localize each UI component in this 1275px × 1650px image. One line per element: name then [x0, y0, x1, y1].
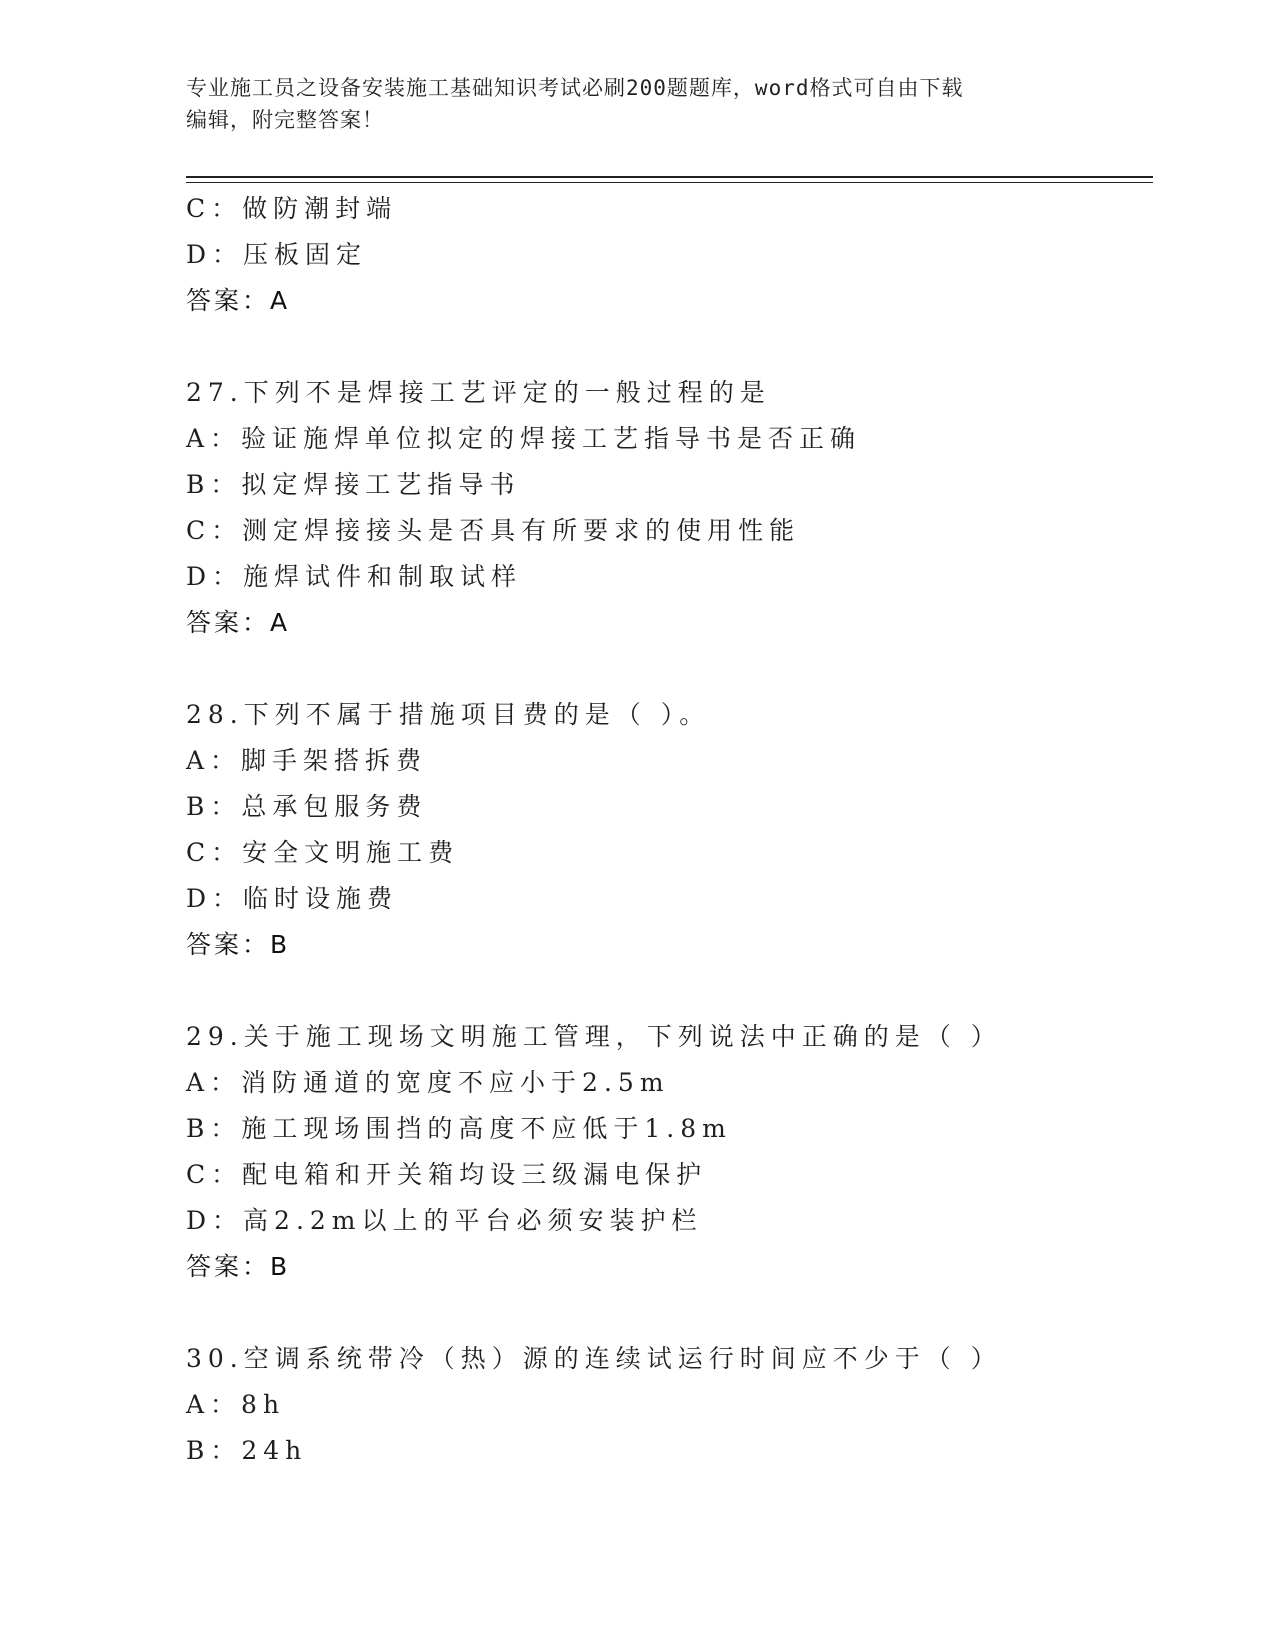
question-stem: 27.下列不是焊接工艺评定的一般过程的是 — [186, 378, 771, 407]
header-line-1: 专业施工员之设备安装施工基础知识考试必刷200题题库，word格式可自由下载 — [186, 76, 964, 100]
question-30 — [186, 1336, 1146, 1474]
option-a: A：消防通道的宽度不应小于2.5m — [186, 1068, 670, 1097]
option-c: C：配电箱和开关箱均设三级漏电保护 — [186, 1160, 708, 1189]
question-27 — [186, 370, 1146, 646]
spacer — [186, 1290, 1146, 1336]
question-stem: 28.下列不属于措施项目费的是（ ）。 — [186, 700, 711, 729]
answer-line: 答案：B — [186, 930, 291, 959]
header-divider-thick — [186, 176, 1153, 178]
option-c: C：做防潮封端 — [186, 194, 398, 223]
option-d: D：施焊试件和制取试样 — [186, 562, 523, 591]
option-d: D：压板固定 — [186, 240, 368, 269]
option-b: B：施工现场围挡的高度不应低于1.8m — [186, 1114, 732, 1143]
option-c: C：测定焊接接头是否具有所要求的使用性能 — [186, 516, 801, 545]
document-header — [186, 72, 1066, 136]
option-b: B：24h — [186, 1436, 308, 1465]
option-a: A：8h — [186, 1390, 286, 1419]
answer-line: 答案：A — [186, 286, 291, 315]
question-stem: 29.关于施工现场文明施工管理，下列说法中正确的是（ ） — [186, 1022, 1002, 1051]
question-26-continuation — [186, 186, 1146, 324]
spacer — [186, 646, 1146, 692]
option-b: B：拟定焊接工艺指导书 — [186, 470, 521, 499]
question-28 — [186, 692, 1146, 968]
option-b: B：总承包服务费 — [186, 792, 428, 821]
answer-line: 答案：B — [186, 1252, 291, 1281]
header-divider-thin — [186, 182, 1153, 183]
option-d: D：临时设施费 — [186, 884, 399, 913]
question-29 — [186, 1014, 1146, 1290]
question-stem: 30.空调系统带冷（热）源的连续试运行时间应不少于（ ） — [186, 1344, 1002, 1373]
option-a: A：验证施焊单位拟定的焊接工艺指导书是否正确 — [186, 424, 862, 453]
spacer — [186, 968, 1146, 1014]
header-line-2: 编辑，附完整答案！ — [186, 108, 384, 132]
spacer — [186, 324, 1146, 370]
option-d: D：高2.2m以上的平台必须安装护栏 — [186, 1206, 703, 1235]
option-c: C：安全文明施工费 — [186, 838, 460, 867]
question-content — [186, 186, 1146, 1474]
answer-line: 答案：A — [186, 608, 291, 637]
option-a: A：脚手架搭拆费 — [186, 746, 428, 775]
